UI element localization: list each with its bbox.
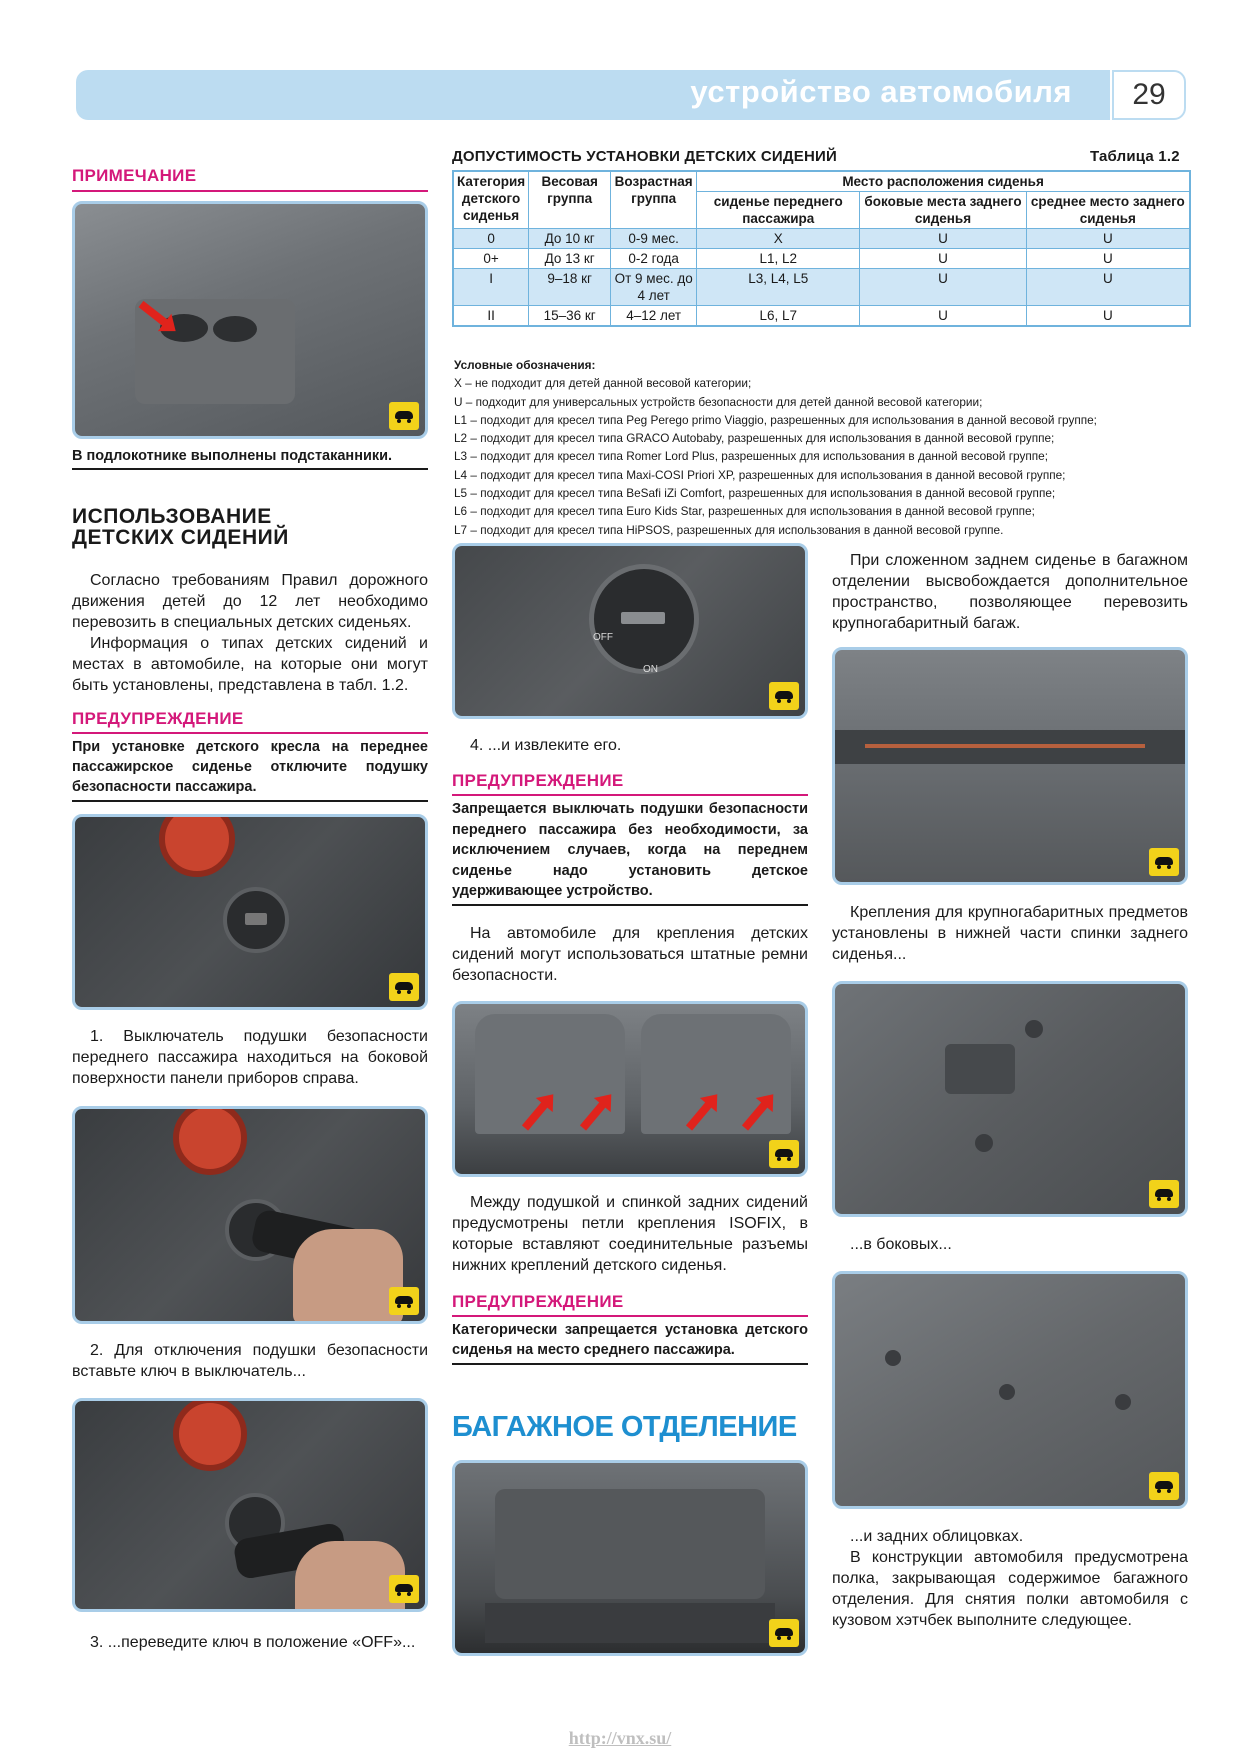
divider [452, 1363, 808, 1365]
header-age: Возрастная группа [611, 171, 697, 229]
cell: U [860, 229, 1026, 249]
wiring [865, 744, 1145, 748]
header-side: боковые места заднего сиденья [860, 192, 1026, 229]
table-row [453, 306, 1190, 327]
legend-item: U – подходит для универсальных устройств безопасности для детей данной весовой категории; [454, 394, 983, 409]
header-middle: среднее место заднего сиденья [1026, 192, 1190, 229]
warning-heading: ПРЕДУПРЕЖДЕНИЕ [452, 1292, 624, 1311]
switch-label-on: ON [643, 664, 658, 675]
car-model-badge-icon [769, 1140, 799, 1168]
section-title-line2: ДЕТСКИХ СИДЕНИЙ [72, 526, 289, 549]
table-row [453, 269, 1190, 306]
note-caption: В подлокотнике выполнены подстаканники. [72, 448, 393, 464]
legend-item: L1 – подходит для кресел типа Peg Perego primo Viaggio, разрешенных для использования в данной весовой группе; [454, 412, 1097, 427]
legend-item: L5 – подходит для кресел типа BeSafi iZi Comfort, разрешенных для использования в данной весовой группе; [454, 486, 1056, 501]
mount-point [1025, 1020, 1043, 1038]
paragraph: Информация о типах детских сидений и местах в автомобиле, на которые они могут быть установлены, представлена в табл. 1.2. [72, 635, 428, 694]
paragraph: При сложенном заднем сиденье в багажном отделении высвобождается дополнительное пространство, позволяющее перевозить крупногабаритный багаж. [832, 552, 1188, 632]
divider [72, 732, 428, 734]
cell: U [1026, 306, 1190, 327]
divider [452, 904, 808, 906]
table-legend [454, 356, 1194, 539]
section-title-line1: ИСПОЛЬЗОВАНИЕ [72, 505, 272, 528]
page-number: 29 [1112, 70, 1186, 120]
warning-text: Запрещается выключать подушки безопасности переднего пассажира без необходимости, за исключением случаев, когда на переднем сиденье надо установить детское удерживающее устройство. [452, 801, 808, 899]
speaker-grille [945, 1044, 1015, 1094]
cell: U [860, 249, 1026, 269]
mount-point [1115, 1394, 1131, 1410]
footer-url[interactable]: http://vnx.su/ [568, 1728, 672, 1748]
legend-title: Условные обозначения: [454, 358, 596, 372]
table-label: Таблица 1.2 [1090, 148, 1180, 165]
side-trim-photo [832, 981, 1188, 1217]
cell: 9–18 кг [529, 269, 611, 306]
table-title: ДОПУСТИМОСТЬ УСТАНОВКИ ДЕТСКИХ СИДЕНИЙ [452, 148, 837, 165]
car-model-badge-icon [389, 1287, 419, 1315]
paragraph: На автомобиле для крепления детских сидений могут использоваться штатные ремни безопасности. [452, 925, 808, 984]
step-caption: 4. ...и извлеките его. [470, 737, 622, 754]
airbag-switch-photo [72, 814, 428, 1010]
divider [452, 1315, 808, 1317]
airbag-warning-sign-icon [173, 1398, 247, 1471]
cargo-mount-photo [832, 647, 1188, 885]
header-place: Место расположения сиденья [697, 171, 1190, 192]
paragraph: Согласно требованиям Правил дорожного движения детей до 12 лет необходимо перевозить в специальных детских сиденьях. [72, 572, 428, 631]
header-bar [76, 70, 1110, 120]
paragraph: В конструкции автомобиля предусмотрена полка, закрывающая содержимое багажного отделения. Для снятия полки автомобиля с кузовом хэтчбек выполните следующее. [832, 1549, 1188, 1629]
cell: 0-2 года [611, 249, 697, 269]
trunk-section-title: БАГАЖНОЕ ОТДЕЛЕНИЕ [452, 1411, 797, 1443]
rear-trim-photo [832, 1271, 1188, 1509]
rear-seat-isofix-photo [452, 1001, 808, 1177]
header-category: Категория детского сиденья [453, 171, 529, 229]
cell: 15–36 кг [529, 306, 611, 327]
car-model-badge-icon [389, 973, 419, 1001]
cell: U [1026, 249, 1190, 269]
header-weight: Весовая группа [529, 171, 611, 229]
cupholder-right [213, 316, 257, 342]
car-model-badge-icon [769, 682, 799, 710]
cell: U [860, 306, 1026, 327]
car-model-badge-icon [1149, 848, 1179, 876]
key-slot [245, 913, 267, 925]
airbag-warning-sign-icon [159, 814, 235, 877]
key-insert-photo [72, 1106, 428, 1324]
table-row [453, 229, 1190, 249]
paragraph: Между подушкой и спинкой задних сидений предусмотрены петли крепления ISOFIX, в которые вставляют соединительные разъемы нижних креплений детского сиденья. [452, 1194, 808, 1274]
caption: ...в боковых... [850, 1236, 952, 1253]
car-model-badge-icon [769, 1619, 799, 1647]
trunk-floor [485, 1603, 775, 1643]
warning-heading: ПРЕДУПРЕЖДЕНИЕ [72, 709, 244, 728]
mount-point [885, 1350, 901, 1366]
cell: II [453, 306, 529, 327]
warning-text: При установке детского кресла на переднее пассажирское сиденье отключите подушку безопасности пассажира. [72, 739, 428, 795]
legend-item: L6 – подходит для кресел типа Euro Kids Star, разрешенных для использования в данной весовой группе; [454, 504, 1035, 519]
legend-item: L7 – подходит для кресел типа HiPSOS, разрешенных для использования в данной весовой группе. [454, 522, 1004, 537]
hand [293, 1229, 403, 1324]
divider [72, 190, 428, 192]
cell: L3, L4, L5 [697, 269, 860, 306]
trunk-photo [452, 1460, 808, 1656]
cell: 0 [453, 229, 529, 249]
seat-back-left [475, 1014, 625, 1134]
armrest-photo [72, 201, 428, 439]
warning-text: Категорически запрещается установка детского сиденья на место среднего пассажира. [452, 1322, 808, 1358]
key-off-photo [72, 1398, 428, 1612]
step-caption: 1. Выключатель подушки безопасности переднего пассажира находиться на боковой поверхности панели приборов справа. [72, 1028, 428, 1087]
divider [72, 468, 428, 470]
paragraph: Крепления для крупногабаритных предметов установлены в нижней части спинки заднего сиденья... [832, 904, 1188, 963]
cell: U [1026, 229, 1190, 249]
cell: 0-9 мес. [611, 229, 697, 249]
cell: 0+ [453, 249, 529, 269]
cell: L1, L2 [697, 249, 860, 269]
switch-removed-photo [452, 543, 808, 719]
header-front: сиденье переднего пассажира [697, 192, 860, 229]
switch-label-off: OFF [593, 632, 613, 643]
cell: I [453, 269, 529, 306]
car-model-badge-icon [389, 1575, 419, 1603]
cell: От 9 мес. до 4 лет [611, 269, 697, 306]
step-caption: 3. ...переведите ключ в положение «OFF»... [90, 1634, 416, 1651]
car-model-badge-icon [389, 402, 419, 430]
folded-seats [495, 1489, 765, 1599]
cell: До 13 кг [529, 249, 611, 269]
cell: L6, L7 [697, 306, 860, 327]
warning-heading: ПРЕДУПРЕЖДЕНИЕ [452, 771, 624, 790]
cell: U [860, 269, 1026, 306]
step-caption: 2. Для отключения подушки безопасности вставьте ключ в выключатель... [72, 1342, 428, 1380]
note-heading: ПРИМЕЧАНИЕ [72, 166, 197, 185]
seat-back-right [641, 1014, 791, 1134]
table-row [453, 249, 1190, 269]
header-title: устройство автомобиля [690, 74, 1072, 109]
airbag-warning-sign-icon [173, 1106, 247, 1175]
divider [452, 794, 808, 796]
legend-item: L3 – подходит для кресел типа Romer Lord Plus, разрешенных для использования в данной весовой группе; [454, 449, 1048, 464]
mount-point [975, 1134, 993, 1152]
legend-item: X – не подходит для детей данной весовой категории; [454, 376, 752, 391]
caption: ...и задних облицовках. [850, 1528, 1024, 1545]
car-model-badge-icon [1149, 1180, 1179, 1208]
mount-point [999, 1384, 1015, 1400]
cell: U [1026, 269, 1190, 306]
key-slot [621, 612, 665, 624]
legend-item: L4 – подходит для кресел типа Maxi-COSI Priori XP, разрешенных для использования в данной весовой группе; [454, 467, 1066, 482]
cell: 4–12 лет [611, 306, 697, 327]
child-seat-table [452, 170, 1191, 327]
car-model-badge-icon [1149, 1472, 1179, 1500]
cell: X [697, 229, 860, 249]
divider [72, 800, 428, 802]
legend-item: L2 – подходит для кресел типа GRACO Autobaby, разрешенных для использования в данной весовой группе; [454, 431, 1055, 446]
cell: До 10 кг [529, 229, 611, 249]
